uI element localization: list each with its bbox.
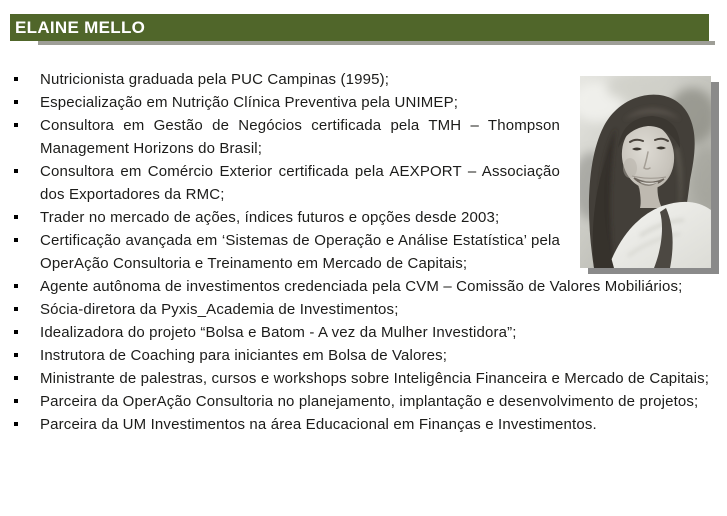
bio-item-text: Ministrante de palestras, cursos e workshops sobre Inteligência Financeira e Mercado de Capitais; — [40, 370, 710, 387]
bio-item — [14, 367, 710, 390]
bio-item-text: Sócia-diretora da Pyxis_Academia de Investimentos; — [40, 301, 399, 318]
page-title: ELAINE MELLO — [15, 17, 146, 37]
bio-item-text: Agente autônoma de investimentos credenciada pela CVM – Comissão de Valores Mobiliários; — [40, 278, 683, 295]
bio-item-text: Parceira da UM Investimentos na área Educacional em Finanças e Investimentos. — [40, 416, 597, 433]
bullet-square-icon — [14, 307, 18, 311]
bio-item — [14, 275, 710, 298]
bullet-square-icon — [14, 100, 18, 104]
bio-item-text: Especialização em Nutrição Clínica Preventiva pela UNIMEP; — [40, 94, 459, 111]
bio-item-text: Nutricionista graduada pela PUC Campinas (1995); — [40, 71, 390, 88]
bullet-square-icon — [14, 399, 18, 403]
bio-item-text: Consultora em Comércio Exterior certificada pela AEXPORT – Associação dos Exportadores da RMC; — [40, 163, 560, 203]
bullet-square-icon — [14, 330, 18, 334]
bio-item-text: Instrutora de Coaching para iniciantes em Bolsa de Valores; — [40, 347, 448, 364]
bio-item — [14, 114, 710, 160]
header-bar — [10, 14, 709, 41]
bio-list — [14, 68, 710, 436]
bio-item — [14, 321, 710, 344]
bio-item-text: Parceira da OperAção Consultoria no planejamento, implantação e desenvolvimento de projetos; — [40, 393, 699, 410]
bullet-square-icon — [14, 353, 18, 357]
bullet-square-icon — [14, 284, 18, 288]
bio-content — [14, 62, 710, 436]
bio-item — [14, 229, 710, 275]
header-bar-shadow — [38, 41, 715, 45]
bio-item — [14, 91, 710, 114]
bio-item — [14, 160, 710, 206]
bio-item-text: Trader no mercado de ações, índices futuros e opções desde 2003; — [40, 209, 500, 226]
bullet-square-icon — [14, 376, 18, 380]
bullet-square-icon — [14, 123, 18, 127]
bio-item — [14, 344, 710, 367]
bio-item — [14, 390, 710, 413]
bio-item — [14, 68, 710, 91]
bio-item — [14, 413, 710, 436]
bio-item — [14, 298, 710, 321]
bullet-square-icon — [14, 215, 18, 219]
bio-item-text: Idealizadora do projeto “Bolsa e Batom - A vez da Mulher Investidora”; — [40, 324, 517, 341]
bullet-square-icon — [14, 77, 18, 81]
bullet-square-icon — [14, 169, 18, 173]
bullet-square-icon — [14, 238, 18, 242]
bio-item-text: Certificação avançada em ‘Sistemas de Operação e Análise Estatística’ pela OperAção Consultoria e Treinamento em Mercado de Capitais; — [40, 232, 560, 272]
bio-item — [14, 206, 710, 229]
bullet-square-icon — [14, 422, 18, 426]
bio-item-text: Consultora em Gestão de Negócios certificada pela TMH – Thompson Management Horizons do Brasil; — [40, 117, 560, 157]
